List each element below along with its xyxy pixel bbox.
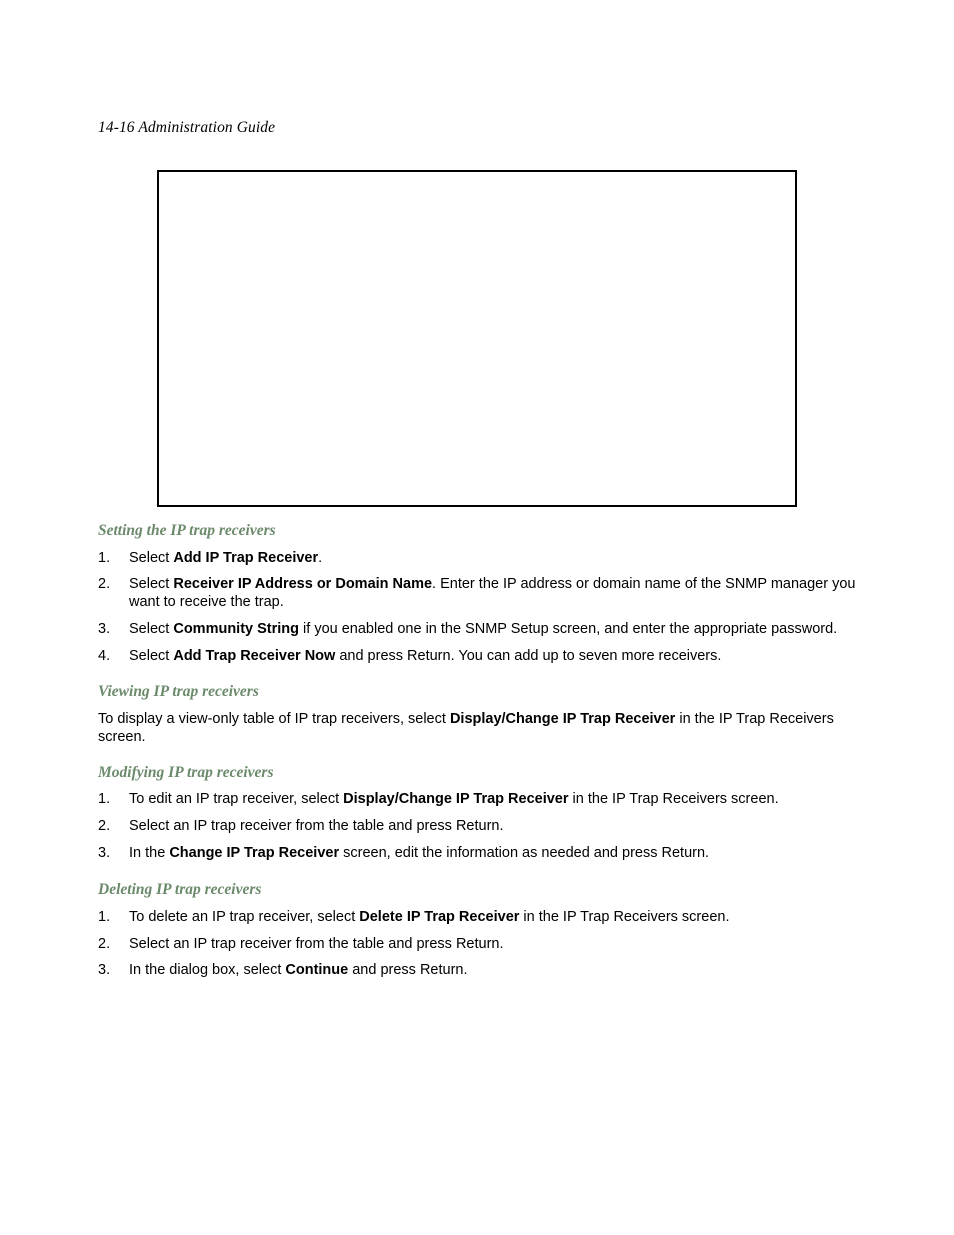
step-number: 3.: [98, 845, 111, 861]
step-text: In the: [129, 845, 170, 861]
step-text: . Enter the IP address or domain name of the SNMP manager you want to receive the trap.: [129, 576, 856, 610]
step-item: [98, 790, 858, 808]
step-text: and press Return. You can add up to seven more receivers.: [335, 648, 722, 664]
step-item: [98, 575, 858, 611]
section-heading-setting: Setting the IP trap receivers: [98, 522, 276, 539]
step-ui-term: Continue: [285, 962, 349, 978]
step-text: in the IP Trap Receivers screen.: [519, 909, 730, 925]
step-ui-term: Add IP Trap Receiver: [173, 550, 319, 566]
step-text: screen, edit the information as needed and press Return.: [339, 845, 710, 861]
step-text: Select an IP trap receiver from the table and press Return.: [129, 818, 504, 834]
step-item: [98, 908, 858, 926]
step-item: [98, 549, 858, 567]
step-text: To edit an IP trap receiver, select: [129, 791, 344, 807]
step-text: .: [318, 550, 323, 566]
step-ui-term: Display/Change IP Trap Receiver: [343, 791, 569, 807]
step-item: [98, 647, 858, 665]
figure-frame: [157, 170, 797, 507]
step-ui-term: Change IP Trap Receiver: [169, 845, 340, 861]
step-text: Select: [129, 550, 174, 566]
step-item: [98, 935, 858, 953]
step-text: and press Return.: [348, 962, 468, 978]
steps-setting: [98, 549, 858, 665]
step-number: 2.: [98, 818, 111, 834]
step-text: Select an IP trap receiver from the table and press Return.: [129, 936, 504, 952]
step-text: if you enabled one in the SNMP Setup screen, and enter the appropriate password.: [299, 621, 838, 637]
step-ui-term: Community String: [173, 621, 300, 637]
step-ui-term: Receiver IP Address or Domain Name: [173, 576, 433, 592]
section-heading-modifying: Modifying IP trap receivers: [98, 764, 274, 781]
step-ui-term: Delete IP Trap Receiver: [359, 909, 520, 925]
steps-modifying: [98, 790, 858, 862]
step-number: 4.: [98, 648, 111, 664]
paragraph-text: in the IP Trap Receivers screen.: [98, 711, 834, 745]
step-item: [98, 620, 858, 638]
step-item: [98, 961, 858, 979]
step-text: in the IP Trap Receivers screen.: [568, 791, 779, 807]
section-heading-viewing: Viewing IP trap receivers: [98, 683, 259, 700]
step-text: To delete an IP trap receiver, select: [129, 909, 360, 925]
step-number: 2.: [98, 576, 111, 592]
running-head: 14-16 Administration Guide: [98, 119, 276, 136]
step-item: [98, 817, 858, 835]
step-text: Select: [129, 648, 174, 664]
steps-deleting: [98, 908, 858, 979]
paragraph-viewing: [98, 710, 858, 746]
paragraph-ui-term: Display/Change IP Trap Receiver: [449, 711, 676, 727]
page-content: [98, 521, 858, 979]
step-item: [98, 844, 858, 862]
step-number: 1.: [98, 909, 111, 925]
step-text: Select: [129, 621, 174, 637]
step-text: In the dialog box, select: [129, 962, 286, 978]
step-number: 2.: [98, 936, 111, 952]
step-number: 1.: [98, 550, 111, 566]
step-text: Select: [129, 576, 174, 592]
step-number: 3.: [98, 962, 111, 978]
step-number: 3.: [98, 621, 111, 637]
section-heading-deleting: Deleting IP trap receivers: [98, 881, 262, 898]
step-number: 1.: [98, 791, 111, 807]
step-ui-term: Add Trap Receiver Now: [173, 648, 336, 664]
paragraph-text: To display a view-only table of IP trap receivers, select: [98, 711, 450, 727]
